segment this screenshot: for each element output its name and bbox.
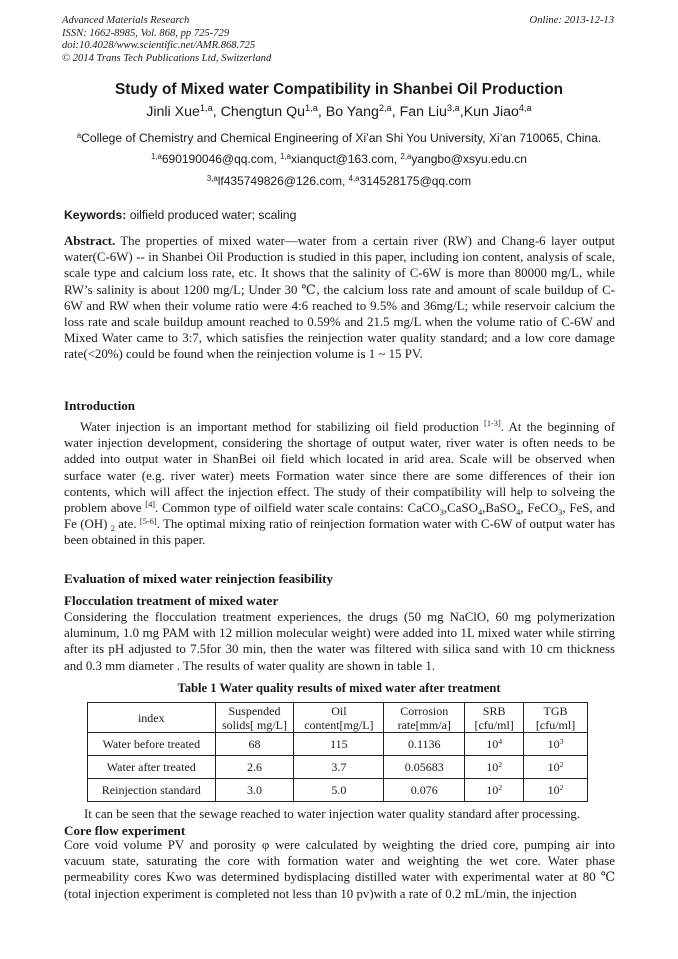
table-cell	[465, 779, 524, 802]
introduction-paragraph	[64, 419, 615, 549]
cell-base: 10	[486, 737, 499, 751]
after-table-text: It can be seen that the sewage reached to water injection water quality standard after processing.	[84, 807, 581, 821]
email-mark: 1,a	[280, 151, 291, 161]
cell-exponent: 2	[498, 782, 503, 792]
header-text: [cfu/ml]	[474, 717, 514, 732]
flocculation-paragraph: Considering the flocculation treatment experiences, the drugs (50 mg NaClO, 60 mg polymerization aluminum, 1.0 mg PAM with 12 million molecular weight) were added into 1L mixed water while stirring after its pH adjusted to 7.5for 30 min, then the water was filtered with silica sand with 10 cm thickness and 0.3 mm diameter . The results of water quality are shown in table 1.	[64, 610, 615, 673]
cell-base: 10	[486, 783, 499, 797]
header-text: content[mg/L]	[304, 717, 374, 732]
table-cell: 3.0	[215, 779, 294, 802]
subscript: 4	[516, 507, 521, 517]
email-address: yangbo@xsyu.edu.cn	[411, 152, 527, 166]
citation: [5-6]	[139, 516, 157, 526]
table-caption: Table 1 Water quality results of mixed water after treatment	[177, 681, 501, 695]
table-header-cell	[524, 703, 588, 733]
table-header-cell	[215, 703, 294, 733]
table-cell: 0.1136	[384, 733, 465, 756]
email-address: xianquct@163.com,	[290, 152, 401, 166]
online-date: Online: 2013-12-13	[529, 15, 614, 26]
cell-exponent: 3	[559, 736, 564, 746]
table-header-cell	[384, 703, 465, 733]
author-name: Kun Jiao	[463, 104, 519, 120]
section-heading: Evaluation of mixed water reinjection feasibility	[64, 571, 334, 586]
cell-exponent: 2	[559, 782, 564, 792]
intro-text: ate.	[114, 517, 140, 532]
table-cell: 68	[215, 733, 294, 756]
table-header-cell	[88, 703, 216, 733]
core-flow-paragraph: Core void volume PV and porosity φ were calculated by weighting the dried core, pumping air into vacuum state, saturating the core with formation water and weighting the wet core. Water phase permeability cores Kwo was determined bydisplacing distilled water with experimental water at 80 ℃ (total injection experiment is completed not less than 10 pv)with a rate of 0.2 mL/min, the injection	[64, 838, 615, 901]
intro-text: Water injection is an important method for stabilizing oil field production	[80, 420, 485, 434]
subscript: 3	[558, 507, 563, 517]
author-affil-mark: 1,a	[199, 102, 213, 113]
cell-exponent: 2	[498, 759, 503, 769]
author-name: Jinli Xue	[146, 104, 200, 120]
keywords	[64, 208, 296, 222]
cell-base: 10	[547, 760, 560, 774]
affiliation	[0, 131, 678, 145]
subscript: 4	[477, 507, 483, 517]
table-cell	[524, 756, 588, 779]
cell-exponent: 2	[559, 759, 564, 769]
header-text: SRB	[482, 703, 506, 718]
header-text: solids[ mg/L]	[222, 717, 287, 732]
citation: [4]	[145, 500, 156, 510]
author-name: Bo Yang	[325, 104, 379, 120]
abstract-text: The properties of mixed water—water from a certain river (RW) and Chang-6 layer output water(C-6W) -- in Shanbei Oil Production is studied in this paper, including ion content, analysis of scale, scale type and calcium loss rate, etc. It shows that the salinity of C-6W is more than 80000 mg/L, while RW’s salinity is about 1200 mg/L; Under 30 ℃, the calcium loss rate and amount of scale buildup of C-6W and RW when their volume ratio were 4:6 reached to 9.5% and 36mg/L; while reservoir calcium the loss rate and scale buildup amount reached to 0.59% and 21.5 mg/L when the volume ratio of C-6W and Mixed Water came to 3:7, which satisfies the reinjection water quality standard; and a low core damage rate(<20%) could be found when the reinjection volume is 1 ~ 15 PV.	[64, 234, 615, 362]
author-affil-mark: 1,a	[305, 102, 318, 113]
table-cell: Reinjection standard	[88, 779, 216, 802]
intro-text: ,CaSO	[443, 501, 478, 516]
keywords-text: oilfield produced water; scaling	[126, 208, 297, 222]
table-row	[88, 733, 588, 756]
table-cell	[524, 733, 588, 756]
table-cell	[465, 756, 524, 779]
intro-text: . Common type of oilfield water scale contains: CaCO	[155, 501, 440, 516]
table-row	[88, 756, 588, 779]
table-cell: 0.076	[384, 779, 465, 802]
citation: [1-3]	[484, 419, 501, 429]
copyright-line: © 2014 Trans Tech Publications Ltd, Switzerland	[62, 52, 272, 64]
cell-base: 10	[486, 760, 499, 774]
email-mark: 2,a	[400, 151, 412, 161]
author-list: Jinli Xue$^{1,a}$, Chengtun Qu$^{1,a}$, Bo Yang$^{2,a}$, Fan Liu$^{3,a}$,Kun Jiao$^{4,a}$	[146, 102, 532, 120]
header-text: Suspended	[228, 703, 281, 718]
email-address: 690190046@qq.com,	[161, 152, 281, 166]
header-text: [cfu/ml]	[535, 717, 576, 732]
journal-name: Advanced Materials Research	[62, 15, 190, 26]
author-affil-mark: 4,a	[518, 102, 532, 113]
table-cell	[465, 733, 524, 756]
intro-text: ,BaSO	[482, 501, 517, 516]
table-cell	[524, 779, 588, 802]
subsection-heading: Core flow experiment	[64, 823, 186, 838]
table-cell: 3.7	[294, 756, 384, 779]
email-mark: 1,a	[151, 151, 162, 161]
intro-text: , FeCO	[520, 501, 559, 516]
header-text: index	[137, 710, 165, 725]
table-header-row	[88, 703, 588, 733]
table-cell: Water before treated	[88, 733, 216, 756]
email-address: 314528175@qq.com	[359, 174, 472, 188]
table-cell: 0.05683	[384, 756, 465, 779]
doi-line: doi:10.4028/www.scientific.net/AMR.868.725	[62, 40, 256, 51]
abstract	[64, 233, 615, 363]
intro-text: , FeS, and Fe (OH)	[64, 501, 615, 532]
author-affil-mark: 2,a	[378, 102, 392, 113]
header-text: rate[mm/a]	[397, 717, 451, 732]
keywords-label: Keywords:	[64, 208, 127, 222]
email-mark: 4,a	[348, 173, 360, 183]
table-cell: 2.6	[215, 756, 294, 779]
table-cell: Water after treated	[88, 756, 216, 779]
header-text: TGB	[543, 703, 568, 718]
paper-title: Study of Mixed water Compatibility in Shanbei Oil Production	[114, 81, 564, 98]
cell-exponent: 4	[498, 736, 503, 746]
intro-text: . At the beginning of water injection development, considering the shortage of output water, river water is often needs to be added into output water in ShanBei oil field which located in arid area. Scale will be observed when surface water (e.g. river water) meets Formation water since there are some differences of their ion contents, which will affect the injection effect. The study of their compatibility will help to solveing the problem above	[64, 420, 615, 516]
journal-header	[62, 15, 614, 65]
header-text: Oil	[331, 703, 347, 718]
table-header-cell	[465, 703, 524, 733]
cell-base: 10	[547, 783, 560, 797]
abstract-label: Abstract.	[64, 234, 116, 248]
header-text: Corrosion	[400, 703, 449, 718]
intro-text: . The optimal mixing ratio of reinjection formation water with C-6W of output water has been obtained in this paper.	[64, 517, 615, 548]
introduction-heading: Introduction	[64, 398, 136, 413]
table-header-cell	[294, 703, 384, 733]
table-cell: 115	[294, 733, 384, 756]
table-row	[88, 779, 588, 802]
affiliation-mark: a	[76, 130, 82, 140]
affiliation-text: College of Chemistry and Chemical Engineering of Xi’an Shi You University, Xi’an 710065, China.	[81, 131, 602, 145]
email-mark: 3,a	[206, 173, 218, 183]
subsection-heading: Flocculation treatment of mixed water	[64, 593, 279, 608]
email-address: lf435749826@126.com,	[217, 174, 349, 188]
email-line	[0, 174, 678, 188]
table-cell: 5.0	[294, 779, 384, 802]
subscript: 2	[110, 523, 115, 533]
subscript: 3	[439, 507, 444, 517]
author-name: Fan Liu	[399, 104, 447, 120]
author-name: Chengtun Qu	[220, 104, 306, 120]
water-quality-table	[87, 702, 588, 802]
cell-base: 10	[547, 737, 560, 751]
email-line	[0, 152, 678, 166]
author-affil-mark: 3,a	[446, 102, 460, 113]
issn-line: ISSN: 1662-8985, Vol. 868, pp 725-729	[62, 27, 230, 39]
